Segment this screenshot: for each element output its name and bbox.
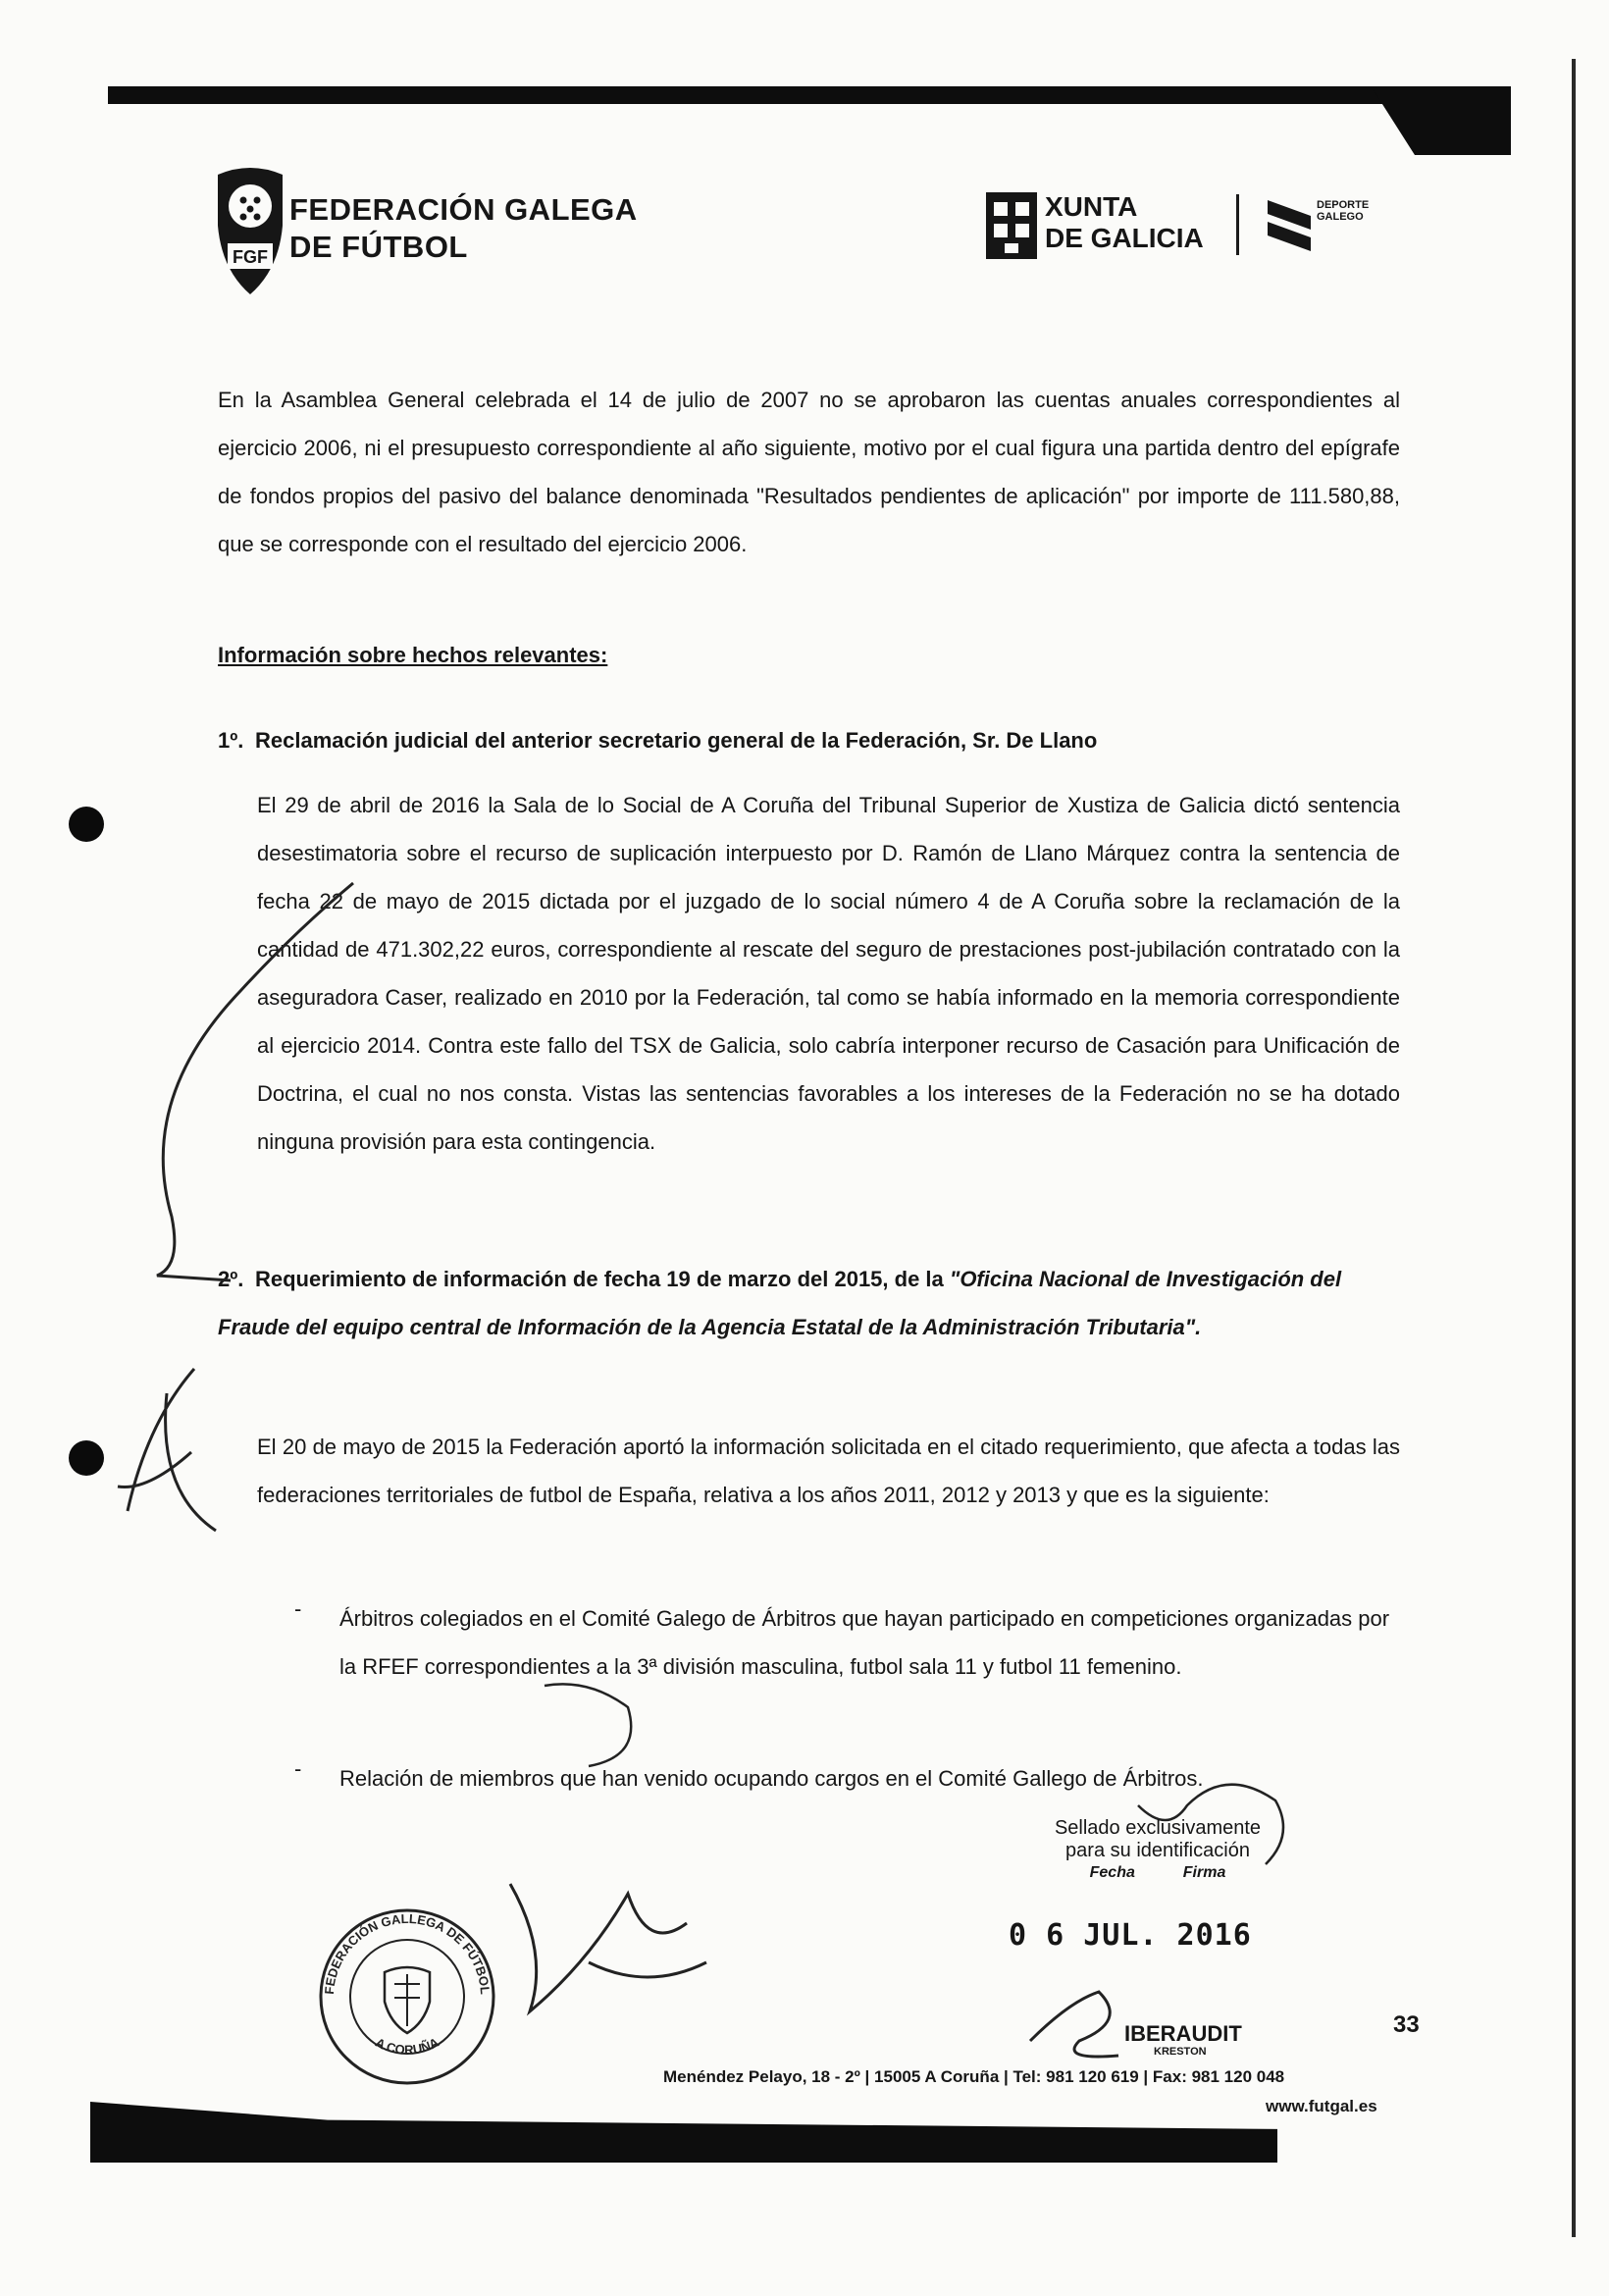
header-separator xyxy=(1236,194,1239,255)
bullet-dash: - xyxy=(294,1756,302,1781)
fgf-crest-icon xyxy=(214,157,286,294)
xunta-title-line2: DE GALICIA xyxy=(1045,223,1204,253)
item2-title-row xyxy=(218,1255,1400,1351)
item1-title-row xyxy=(218,716,1400,764)
scan-edge-line xyxy=(1572,59,1576,2237)
item2-text: El 20 de mayo de 2015 la Federación aportó la información solicitada en el citado requerimiento, que afecta a todas las federaciones territoriales de futbol de España, relativa a los años 2011, 2012 y 2013 y que es la siguiente: xyxy=(257,1435,1400,1507)
auditor-stamp xyxy=(1020,1817,1295,1882)
punch-hole xyxy=(69,1440,104,1476)
stamp-auditor: IBERAUDIT xyxy=(1124,2021,1242,2046)
svg-text:A CORUÑA xyxy=(373,2034,441,2057)
item2-title-prefix: Requerimiento de información de fecha 19 de marzo del 2015, de la xyxy=(255,1267,950,1291)
intro-paragraph: En la Asamblea General celebrada el 14 de julio de 2007 no se aprobaron las cuentas anuales correspondientes al ejercicio 2006, ni el presupuesto correspondiente al año siguiente, motivo por el cual figura una partida dentro del epígrafe de fondos propios del pasivo del balance denominada "Resultados pendientes de aplicación" por importe de 111.580,88, que se corresponde con el resultado del ejercicio 2006. xyxy=(218,388,1400,556)
footer-address: Menéndez Pelayo, 18 - 2º | 15005 A Coruña | Tel: 981 120 619 | Fax: 981 120 048 xyxy=(663,2067,1285,2086)
seal-text-bottom: A CORUÑA xyxy=(373,2034,441,2058)
federation-seal xyxy=(314,1904,500,2090)
federation-title-line1: FEDERACIÓN GALEGA xyxy=(289,192,638,227)
stamp-labels xyxy=(1020,1864,1295,1882)
header-bar xyxy=(108,86,1511,104)
xunta-emblem-icon xyxy=(986,192,1037,259)
stamp-line2: para su identificación xyxy=(1065,1840,1250,1861)
stamp-line1: Sellado exclusivamente xyxy=(1054,1817,1262,1839)
deporte-line1: DEPORTE xyxy=(1317,199,1370,211)
deporte-galego-logo-icon xyxy=(1266,196,1313,255)
page-number: 33 xyxy=(1393,2011,1420,2038)
deporte-galego-title xyxy=(1317,199,1369,223)
xunta-title-line1: XUNTA xyxy=(1045,191,1138,222)
federation-title-line2: DE FÚTBOL xyxy=(289,230,468,264)
bullet-dash: - xyxy=(294,1596,302,1621)
punch-hole xyxy=(69,807,104,842)
stamp-auditor-sub: KRESTON xyxy=(1154,2046,1207,2058)
item1-number: 1º. xyxy=(218,728,244,753)
item2-title-italic: "Oficina Nacional de Investigación del Fraude del equipo central de Información de la Agencia Estatal de la Administración Tributaria". xyxy=(218,1267,1342,1339)
bullet-item: Árbitros colegiados en el Comité Galego de Árbitros que hayan participado en competiciones organizadas por la RFEF correspondientes a la 3ª división masculina, futbol sala 11 y futbol 11 femenino. xyxy=(339,1606,1390,1679)
xunta-title xyxy=(1045,191,1204,254)
footer-website: www.futgal.es xyxy=(1266,2097,1377,2115)
item1-text: El 29 de abril de 2016 la Sala de lo Social de A Coruña del Tribunal Superior de Xustiza de Galicia dictó sentencia desestimatoria sobre el recurso de suplicación interpuesto por D. Ramón de Llano Márquez contra la sentencia de fecha 22 de mayo de 2015 dictada por el juzgado de lo social número 4 de A Coruña sobre la reclamación de la cantidad de 471.302,22 euros, correspondiente al rescate del seguro de prestaciones post-jubilación contratado con la aseguradora Caser, realizado en 2010 por la Federación, tal como se había informado en la memoria correspondiente al ejercicio 2014. Contra este fallo del TSX de Galicia, solo cabría interponer recurso de Casación para Unificación de Doctrina, el cual no nos consta. Vistas las sentencias favorables a los intereses de la Federación no se ha dotado ninguna provisión para esta contingencia. xyxy=(257,793,1400,1154)
footer-bar xyxy=(90,2102,1277,2163)
deporte-line2: GALEGO xyxy=(1317,211,1364,223)
stamp-date: 0 6 JUL. 2016 xyxy=(1009,1918,1252,1953)
item1-title: Reclamación judicial del anterior secretario general de la Federación, Sr. De Llano xyxy=(255,728,1098,753)
bullet-item: Relación de miembros que han venido ocupando cargos en el Comité Gallego de Árbitros. xyxy=(339,1766,1204,1791)
crest-letters: FGF xyxy=(233,247,268,267)
section-heading: Información sobre hechos relevantes: xyxy=(218,643,608,667)
federation-title xyxy=(289,191,638,266)
seal-text-top: FEDERACIÓN GALLEGA DE FÚTBOL xyxy=(321,1910,493,1996)
header-bar-wedge xyxy=(1374,90,1511,155)
stamp-fecha-label: Fecha xyxy=(1089,1864,1135,1881)
stamp-firma-label: Firma xyxy=(1182,1864,1226,1881)
item2-number: 2º. xyxy=(218,1267,244,1291)
